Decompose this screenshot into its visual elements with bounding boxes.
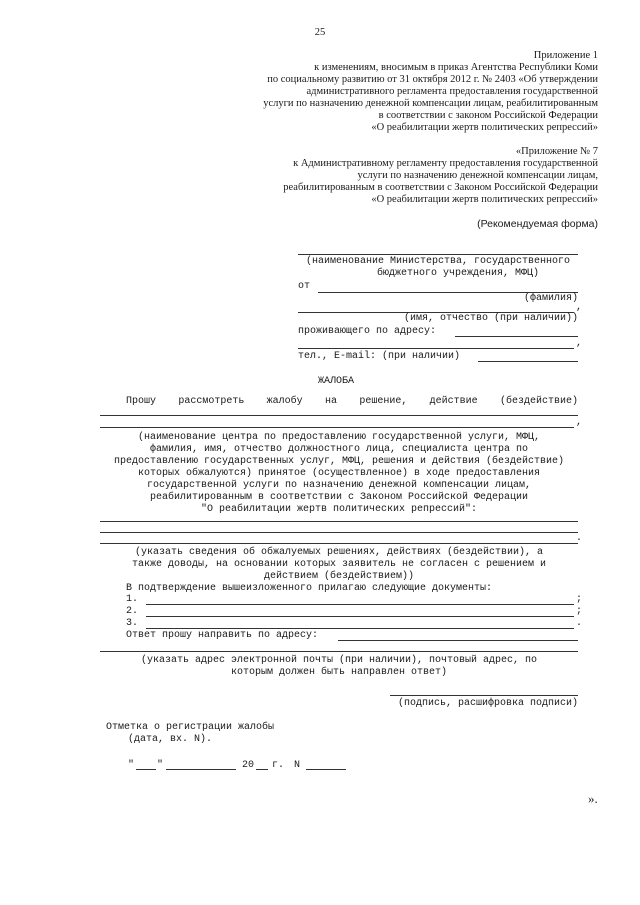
document-line-1[interactable] [146,604,574,605]
registration-year-line[interactable] [256,769,268,770]
registration-label: Отметка о регистрации жалобы [106,722,275,733]
appendix-7-line: к Административному регламенту предоставления государственной [293,158,598,169]
registration-year-prefix: 20 [242,760,255,771]
registration-number-line[interactable] [306,769,346,770]
documents-intro: В подтверждение вышеизложенного прилагаю следующие документы: [126,583,493,594]
appendix-1-line: к изменениям, вносимым в приказ Агентства Республики Коми [314,62,598,73]
document-line-2[interactable] [146,616,574,617]
decision-line-2[interactable] [100,532,578,533]
name-caption: (имя, отчество (при наличии)) [403,313,578,324]
address-line-1[interactable] [455,336,578,337]
center-caption-line: государственной услуги по назначению денежной компенсации лицам, [146,480,532,491]
center-caption [100,432,578,516]
comma: , [576,302,583,313]
appendix-7-line: «О реабилитации жертв политических репрессий» [371,194,598,205]
registration-open-quote: " [128,760,135,771]
appendix-1-line: услуги по назначению денежной компенсации лицам, реабилитированным [263,98,598,109]
document-item-number: 1. [126,594,139,605]
closing-quote-mark: ». [588,791,598,806]
reply-address-line-2[interactable] [100,651,578,652]
registration-number-sign: N [294,760,301,771]
appendix-1-line: «О реабилитации жертв политических репрессий» [371,122,598,133]
request-word: рассмотреть [178,396,245,407]
phone-line[interactable] [478,361,578,362]
request-word: Прошу [126,396,157,407]
address-label: проживающего по адресу: [298,326,437,337]
document-item-number: 3. [126,618,139,629]
appendix-7-header [283,146,598,206]
address-line-2[interactable] [298,348,574,349]
complaint-line-1[interactable] [100,415,578,416]
decision-caption-line: (указать сведения об обжалуемых решениях, действиях (бездействии), а [134,547,544,558]
appendix-7-line: реабилитированным в соответствии с Законом Российской Федерации [283,182,598,193]
ministry-caption-1: (наименование Министерства, государственного [305,256,571,267]
center-caption-line: "О реабилитации жертв политических репрессий": [200,504,478,515]
reply-address-line-1[interactable] [338,640,578,641]
recommended-form-label: (Рекомендуемая форма) [477,218,598,230]
page-title: ЖАЛОБА [318,376,355,387]
appendix-7-line: «Приложение № 7 [515,146,598,157]
decision-line-1[interactable] [100,521,578,522]
request-word: на [324,396,337,407]
decision-caption [100,547,578,583]
document-item-end: . [576,618,583,629]
surname-caption: (фамилия) [523,293,578,304]
request-sentence [126,396,578,408]
appendix-1-line: в соответствии с законом Российской Федерации [378,110,598,121]
comma: , [576,417,583,428]
appendix-1-line: по социальному развитию от 31 октября 2012 г. № 2403 «Об утверждении [267,74,598,85]
registration-year-suffix: г. [272,760,285,771]
document-item-end: ; [576,606,583,617]
from-label: от [298,281,311,292]
decision-caption-line: также доводы, на основании которых заявитель не согласен с решением и [131,559,547,570]
center-caption-line: (наименование центра по предоставлению государственной услуги, МФЦ, [137,432,541,443]
registration-month-line[interactable] [166,769,236,770]
email-caption-line: которым должен быть направлен ответ) [230,667,448,678]
phone-label: тел., E-mail: (при наличии) [298,351,461,362]
ministry-caption-2: бюджетного учреждения, МФЦ) [376,268,540,279]
appendix-1-line: Приложение 1 [533,50,598,61]
document-line-3[interactable] [146,628,574,629]
email-caption [100,655,578,679]
center-caption-line: реабилитированным в соответствии с Законом Российской Федерации [149,492,529,503]
decision-caption-line: действием (бездействием)) [263,571,415,582]
appendix-1-line: административного регламента предоставления государственной [306,86,598,97]
page-number: 25 [314,27,326,38]
document-item-end: ; [576,594,583,605]
period-mark: . [576,533,583,544]
center-caption-line: фамилия, имя, отчество должностного лица, специалиста центра по [149,444,529,455]
request-word: действие [429,396,478,407]
center-caption-line: которых обжалуются) принятое (осуществленное) в ходе предоставления [137,468,541,479]
request-word: (бездействие) [499,396,578,407]
reply-address-label: Ответ прошу направить по адресу: [126,630,319,641]
complaint-line-2[interactable] [100,427,574,428]
email-caption-line: (указать адрес электронной почты (при наличии), почтовый адрес, по [140,655,538,666]
signature-caption: (подпись, расшифровка подписи) [397,698,578,709]
document-item-number: 2. [126,606,139,617]
ministry-name-line[interactable] [298,254,578,255]
registration-date-hint: (дата, вх. N). [128,734,213,745]
comma: , [576,338,583,349]
decision-line-3[interactable] [100,543,578,544]
appendix-7-line: услуги по назначению денежной компенсации лицам, [357,170,598,181]
request-word: решение, [359,396,408,407]
signature-line[interactable] [390,695,578,696]
center-caption-line: предоставлению государственных услуг, МФЦ, решения и действия (бездействие) [113,456,565,467]
appendix-1-header [263,50,598,134]
request-word: жалобу [266,396,303,407]
registration-day-line[interactable] [136,769,156,770]
registration-close-quote: " [157,760,164,771]
